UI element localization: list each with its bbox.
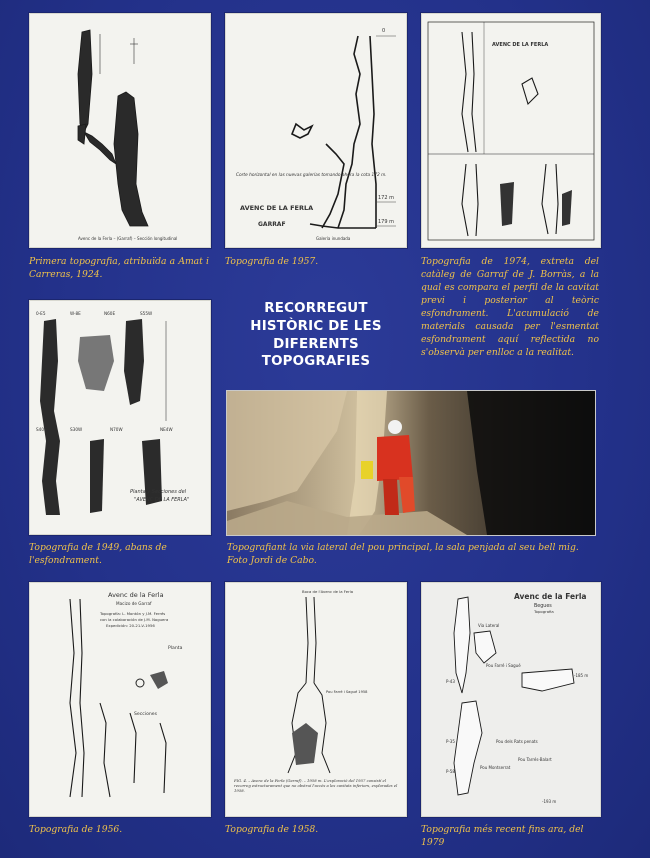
caption-1974: Topografia de 1974, extreta del catàleg de Garraf de J. Borràs, a la qual es compara el perfil de la cavitat previ i posterior al teòric esfondrament. L'acumulació de materials causada per l'esmentat esfondrament aquí reflectida no s'observà per enlloc a la realitat. xyxy=(421,256,599,359)
panel2-depth-179: 179 m xyxy=(378,219,395,225)
topography-1958-panel xyxy=(225,582,407,817)
section-heading xyxy=(232,300,400,371)
topography-1974-panel xyxy=(421,13,601,248)
panel4-label-5: S40E xyxy=(36,427,47,432)
topography-1949-panel xyxy=(29,300,211,535)
caption-1924: Primera topografia, atribuïda a Amat i Carreras, 1924. xyxy=(29,256,209,281)
panel8-label-p35: P-35 xyxy=(446,739,455,744)
panel8-label-193: -193 m xyxy=(542,799,557,804)
panel2-label-bottom: Galería inundada xyxy=(316,236,351,241)
topography-1958-drawing xyxy=(226,583,406,816)
panel6-credit-3: Expedición: 20-21-V-1956 xyxy=(106,623,155,628)
topography-1956-panel xyxy=(29,582,211,817)
panel2-note: Corte horizontal en las nuevas galerías tomando ahora la cota 172 m. xyxy=(236,173,387,178)
heading-line-3: DIFERENTS xyxy=(273,336,359,352)
caption-1958: Topografia de 1958. xyxy=(225,824,319,835)
panel8-label-via-lateral: Via Lateral xyxy=(478,623,500,628)
topography-1979-panel xyxy=(421,582,601,817)
panel7-top: Boca de l'Avenc de la Ferla xyxy=(302,589,354,594)
panel8-label-p58: P-58 xyxy=(446,769,455,774)
panel6-subtitle: Macizo de Garraf xyxy=(116,601,152,606)
topography-1956-drawing xyxy=(30,583,210,816)
panel4-label-6: S30W xyxy=(70,427,83,432)
panel7-mid: Pou Farré i Sagué 1958 xyxy=(326,690,368,694)
cave-photo-illustration xyxy=(227,391,595,535)
panel4-label-4: S55W xyxy=(140,311,153,316)
panel4-label-3: N60E xyxy=(104,311,116,316)
panel8-label-pou-farre: Pou Farré i Sagué xyxy=(486,663,521,668)
caption-1956: Topografia de 1956. xyxy=(29,824,123,835)
caption-1949: Topografia de 1949, abans de l'esfondrament. xyxy=(29,542,167,567)
caption-1957: Topografia de 1957. xyxy=(225,256,319,267)
panel4-caption-line-2: "AVENC DE LA FERLA" xyxy=(134,497,190,503)
panel4-caption-line-1: Planta y Secciones del xyxy=(130,489,187,495)
panel7-figure-caption: FIG. 4. – Avenc de la Ferla (Garraf). – 1958 m. L'exploració del 1957 consistí el recorreg estructurament que no obstruí l'accés a les cavitats inferiors, explorades el 1958. xyxy=(234,779,398,793)
panel6-credit-2: con la colaboración de J.M. Noguera xyxy=(100,617,169,622)
heading-line-1: RECORREGUT xyxy=(264,301,368,316)
panel2-depth-172: 172 m xyxy=(378,195,395,201)
topography-1924-drawing xyxy=(30,14,210,247)
caption-photo: Topografiant la via lateral del pou principal, la sala penjada al seu bell mig. Foto Jordi de Cabo. xyxy=(227,542,579,567)
panel8-title: Avenc de la Ferla xyxy=(514,592,587,601)
panel6-secciones: Secciones xyxy=(134,712,158,717)
topography-1924-panel xyxy=(29,13,211,248)
panel2-title: AVENC DE LA FERLA xyxy=(240,204,314,212)
panel8-place: Begues xyxy=(534,604,552,609)
panel8-label-montserrat: Pou Montserrat xyxy=(480,765,511,770)
panel6-title: Avenc de la Ferla xyxy=(108,591,164,599)
panel6-planta: Planta xyxy=(168,646,183,651)
panel8-label-p43: P-43 xyxy=(446,679,455,684)
topography-1957-panel xyxy=(225,13,407,248)
panel1-footer: Avenc de la Ferla – (Garraf) – Sección longitudinal xyxy=(78,236,178,241)
panel4-label-2: W-8E xyxy=(70,311,81,316)
panel8-label-tarres-balart: Pou Tarrés-Balart xyxy=(518,757,552,762)
panel4-label-1: 0-E5 xyxy=(36,311,46,316)
heading-line-2: HISTÒRIC DE LES xyxy=(250,318,382,334)
panel8-subtitle: Topografia xyxy=(534,609,554,614)
panel3-title: AVENC DE LA FERLA xyxy=(492,42,549,48)
panel8-label-rats-penats: Pou dels Rats penats xyxy=(496,739,538,744)
panel8-label-185: -185 m xyxy=(574,673,589,678)
panel2-subtitle: GARRAF xyxy=(258,221,286,228)
topography-1957-drawing xyxy=(226,14,406,247)
topography-1979-drawing xyxy=(422,583,600,816)
panel4-label-8: NE4W xyxy=(160,427,173,432)
panel4-label-7: N70W xyxy=(110,427,123,432)
heading-line-4: TOPOGRAFIES xyxy=(261,354,371,370)
caption-1979: Topografia més recent fins ara, del 1979 xyxy=(421,824,584,849)
topography-1974-drawing xyxy=(422,14,600,247)
topography-1949-drawing xyxy=(30,301,210,534)
cave-surveying-photo xyxy=(227,391,595,535)
panel6-credit-1: Topografía: L. Montón y J.M. Ferrés xyxy=(100,611,166,616)
panel2-depth-0: 0 xyxy=(382,28,386,34)
